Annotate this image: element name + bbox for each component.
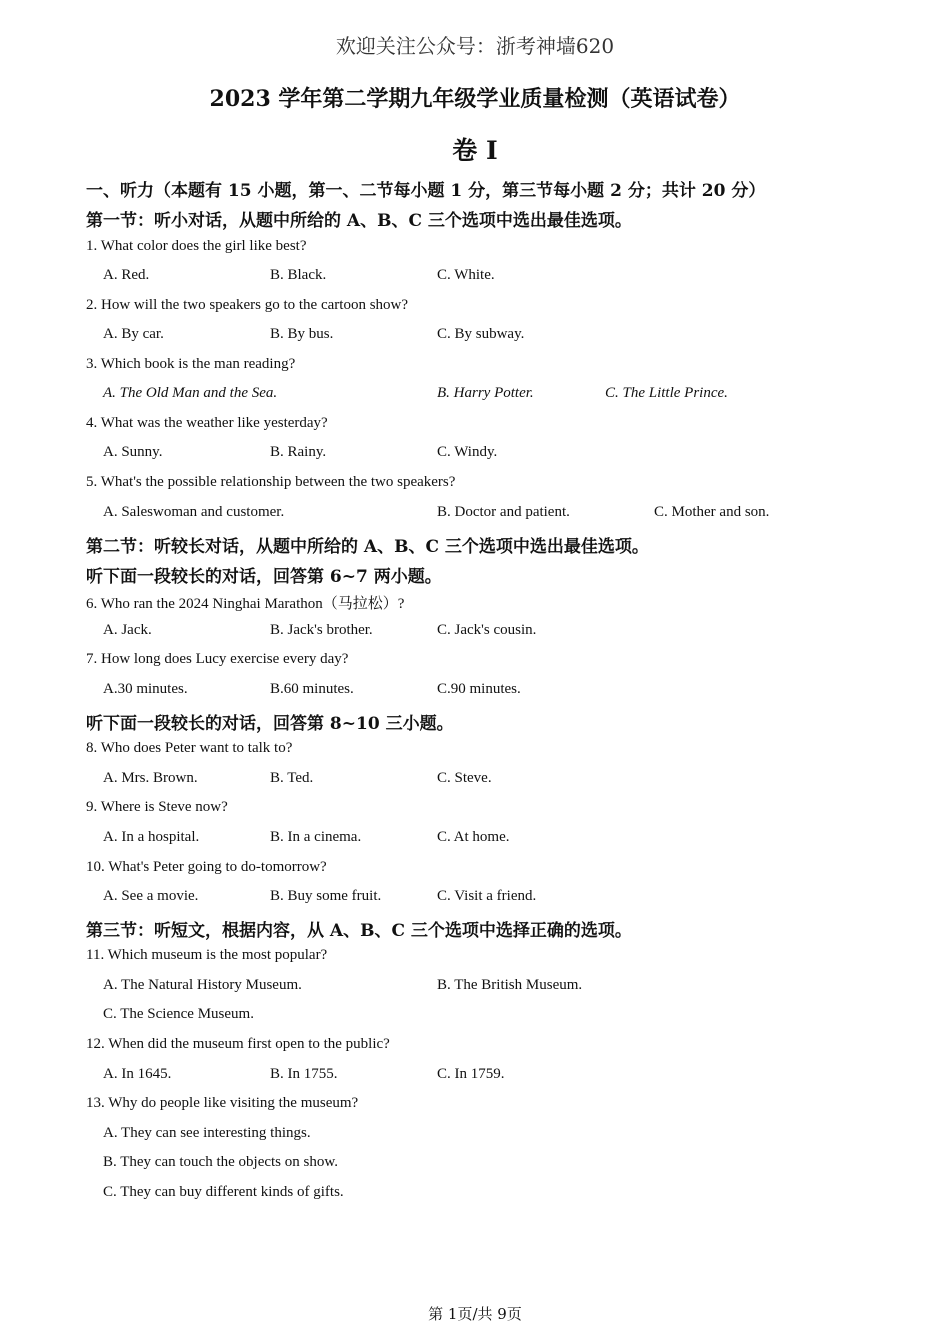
option-5b: B. Doctor and patient.	[437, 504, 570, 520]
option-8a: A. Mrs. Brown.	[103, 770, 198, 786]
option-10b: B. Buy some fruit.	[270, 888, 382, 904]
question-2: 2. How will the two speakers go to the cartoon show?	[86, 297, 409, 313]
dialog-instruction-2: 听下面一段较长的对话，回答第 8~10 三小题。	[86, 714, 454, 734]
question-12: 12. When did the museum first open to the public?	[86, 1036, 390, 1052]
option-3b: B. Harry Potter.	[437, 385, 534, 401]
section-heading-3: 第三节：听短文，根据内容，从 A、B、C 三个选项中选择正确的选项。	[86, 921, 632, 941]
dialog-instruction-1: 听下面一段较长的对话，回答第 6~7 两小题。	[86, 567, 442, 587]
question-6: 6. Who ran the 2024 Ninghai Marathon（马拉松）?	[86, 596, 405, 612]
question-11: 11. Which museum is the most popular?	[86, 947, 328, 963]
option-7c: C.90 minutes.	[437, 681, 521, 697]
part-heading: 一、听力（本题有 15 小题，第一、二节每小题 1 分，第三节每小题 2 分；共计 20 分）	[86, 181, 766, 201]
option-1b: B. Black.	[270, 267, 327, 283]
option-8c: C. Steve.	[437, 770, 492, 786]
option-7b: B.60 minutes.	[270, 681, 354, 697]
option-6a: A. Jack.	[103, 622, 152, 638]
option-11a: A. The Natural History Museum.	[103, 977, 302, 993]
option-11b: B. The British Museum.	[437, 977, 583, 993]
volume-label: 卷 I	[452, 136, 498, 165]
option-10c: C. Visit a friend.	[437, 888, 537, 904]
option-6b: B. Jack's brother.	[270, 622, 373, 638]
option-1a: A. Red.	[103, 267, 150, 283]
option-12c: C. In 1759.	[437, 1066, 505, 1082]
option-8b: B. Ted.	[270, 770, 314, 786]
section-heading-1: 第一节：听小对话，从题中所给的 A、B、C 三个选项中选出最佳选项。	[86, 211, 632, 231]
question-1: 1. What color does the girl like best?	[86, 238, 307, 254]
option-1c: C. White.	[437, 267, 495, 283]
option-5c: C. Mother and son.	[654, 504, 770, 520]
option-11c: C. The Science Museum.	[103, 1006, 254, 1022]
exam-title: 2023 学年第二学期九年级学业质量检测（英语试卷）	[209, 86, 741, 112]
page-header-watermark: 欢迎关注公众号：浙考神墙620	[335, 34, 615, 58]
option-13a: A. They can see interesting things.	[103, 1125, 311, 1141]
option-13c: C. They can buy different kinds of gifts.	[103, 1184, 344, 1200]
option-4c: C. Windy.	[437, 444, 498, 460]
option-4a: A. Sunny.	[103, 444, 163, 460]
option-2c: C. By subway.	[437, 326, 525, 342]
section-heading-2: 第二节：听较长对话，从题中所给的 A、B、C 三个选项中选出最佳选项。	[86, 537, 649, 557]
option-4b: B. Rainy.	[270, 444, 327, 460]
option-9a: A. In a hospital.	[103, 829, 200, 845]
option-13b: B. They can touch the objects on show.	[103, 1154, 338, 1170]
option-5a: A. Saleswoman and customer.	[103, 504, 285, 520]
question-8: 8. Who does Peter want to talk to?	[86, 740, 293, 756]
question-3: 3. Which book is the man reading?	[86, 356, 296, 372]
option-3c: C. The Little Prince.	[605, 385, 728, 401]
option-9b: B. In a cinema.	[270, 829, 362, 845]
question-13: 13. Why do people like visiting the museum?	[86, 1095, 359, 1111]
option-2a: A. By car.	[103, 326, 164, 342]
option-7a: A.30 minutes.	[103, 681, 188, 697]
question-7: 7. How long does Lucy exercise every day?	[86, 651, 349, 667]
option-9c: C. At home.	[437, 829, 510, 845]
option-2b: B. By bus.	[270, 326, 334, 342]
page-footer: 第 1页/共 9页	[428, 1305, 522, 1323]
option-12b: B. In 1755.	[270, 1066, 338, 1082]
question-9: 9. Where is Steve now?	[86, 799, 228, 815]
option-3a: A. The Old Man and the Sea.	[103, 385, 278, 401]
option-12a: A. In 1645.	[103, 1066, 172, 1082]
option-10a: A. See a movie.	[103, 888, 199, 904]
question-10: 10. What's Peter going to do-tomorrow?	[86, 859, 327, 875]
question-4: 4. What was the weather like yesterday?	[86, 415, 328, 431]
question-5: 5. What's the possible relationship between the two speakers?	[86, 474, 456, 490]
option-6c: C. Jack's cousin.	[437, 622, 537, 638]
